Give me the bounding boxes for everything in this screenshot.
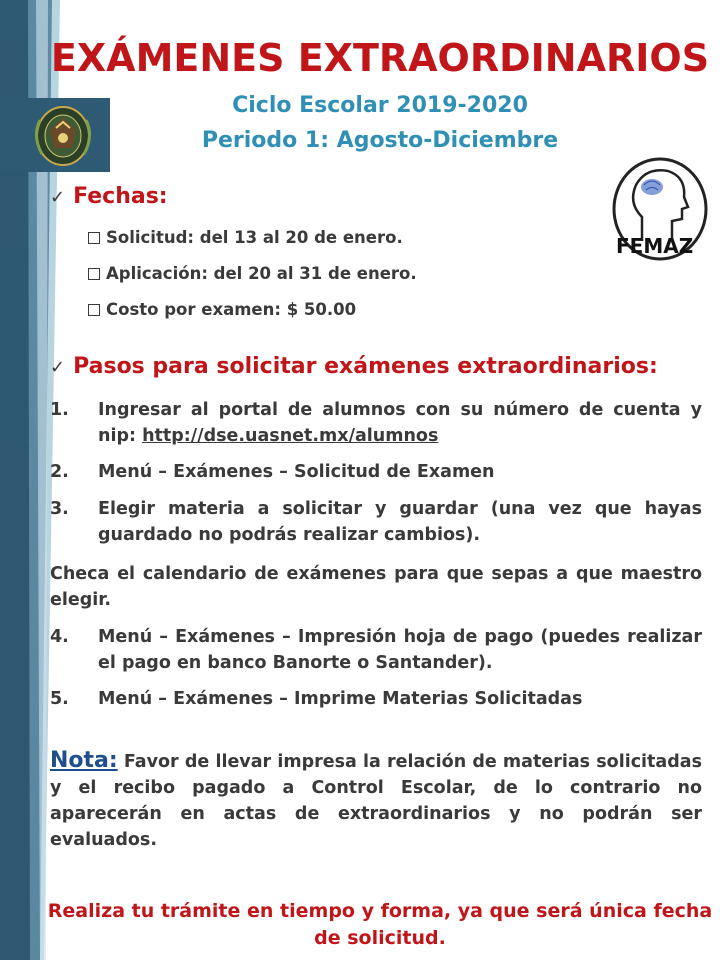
check-icon: ✓ (50, 357, 66, 378)
fechas-item-text: Solicitud: del 13 al 20 de enero. (106, 228, 403, 247)
nota-text: Favor de llevar impresa la relación de materias solicitadas y el recibo pagado a Control Escolar, de lo contrario no aparecerán en actas de extraordinarios y no podrán ser evaluados. (50, 752, 702, 850)
pasos-heading (50, 354, 658, 379)
step-number: 4. (50, 627, 69, 647)
step-number: 2. (50, 462, 69, 482)
checkbox-icon (88, 232, 100, 244)
fechas-item-text: Costo por examen: $ 50.00 (106, 300, 357, 319)
calendar-note: Checa el calendario de exámenes para que sepas a que maestro elegir. (50, 564, 702, 610)
checkbox-icon (88, 304, 100, 316)
step-text: Menú – Exámenes – Imprime Materias Solicitadas (98, 689, 583, 709)
nota-paragraph (50, 748, 702, 853)
step-number: 1. (50, 400, 69, 420)
fechas-heading-label: Fechas: (73, 184, 168, 209)
step-text: Menú – Exámenes – Solicitud de Examen (98, 462, 495, 482)
check-icon: ✓ (50, 187, 66, 208)
subtitle-period: Periodo 1: Agosto-Diciembre (201, 128, 559, 153)
nota-label: Nota: (50, 748, 118, 773)
femaz-logo (606, 155, 712, 263)
fechas-item (88, 264, 417, 283)
fechas-item (88, 300, 356, 319)
fechas-item (88, 228, 403, 247)
step-item (50, 496, 702, 548)
step-item (50, 397, 702, 449)
step-item (50, 624, 702, 676)
step-text: Ingresar al portal de alumnos con su número de cuenta y nip: (98, 400, 702, 446)
subtitle-cycle: Ciclo Escolar 2019-2020 (232, 93, 528, 118)
footer-notice: Realiza tu trámite en tiempo y forma, ya que será única fecha de solicitud. (47, 900, 713, 949)
checkbox-icon (88, 268, 100, 280)
step-text: Menú – Exámenes – Impresión hoja de pago (puedes realizar el pago en banco Banorte o Santander). (98, 627, 702, 673)
university-seal-logo (20, 100, 106, 170)
step-text: Elegir materia a solicitar y guardar (una vez que hayas guardado no podrás realizar cambios). (98, 499, 702, 545)
fechas-item-text: Aplicación: del 20 al 31 de enero. (106, 264, 417, 283)
page-title: EXÁMENES EXTRAORDINARIOS (50, 36, 710, 80)
step-number: 3. (50, 499, 69, 519)
step-item (50, 686, 702, 712)
step-number: 5. (50, 689, 69, 709)
portal-link[interactable]: http://dse.uasnet.mx/alumnos (142, 426, 439, 446)
pasos-heading-label: Pasos para solicitar exámenes extraordinarios: (73, 354, 658, 379)
fechas-heading (50, 184, 168, 209)
step-item (50, 459, 702, 485)
femaz-logo-text: FEMAZ (616, 234, 694, 258)
